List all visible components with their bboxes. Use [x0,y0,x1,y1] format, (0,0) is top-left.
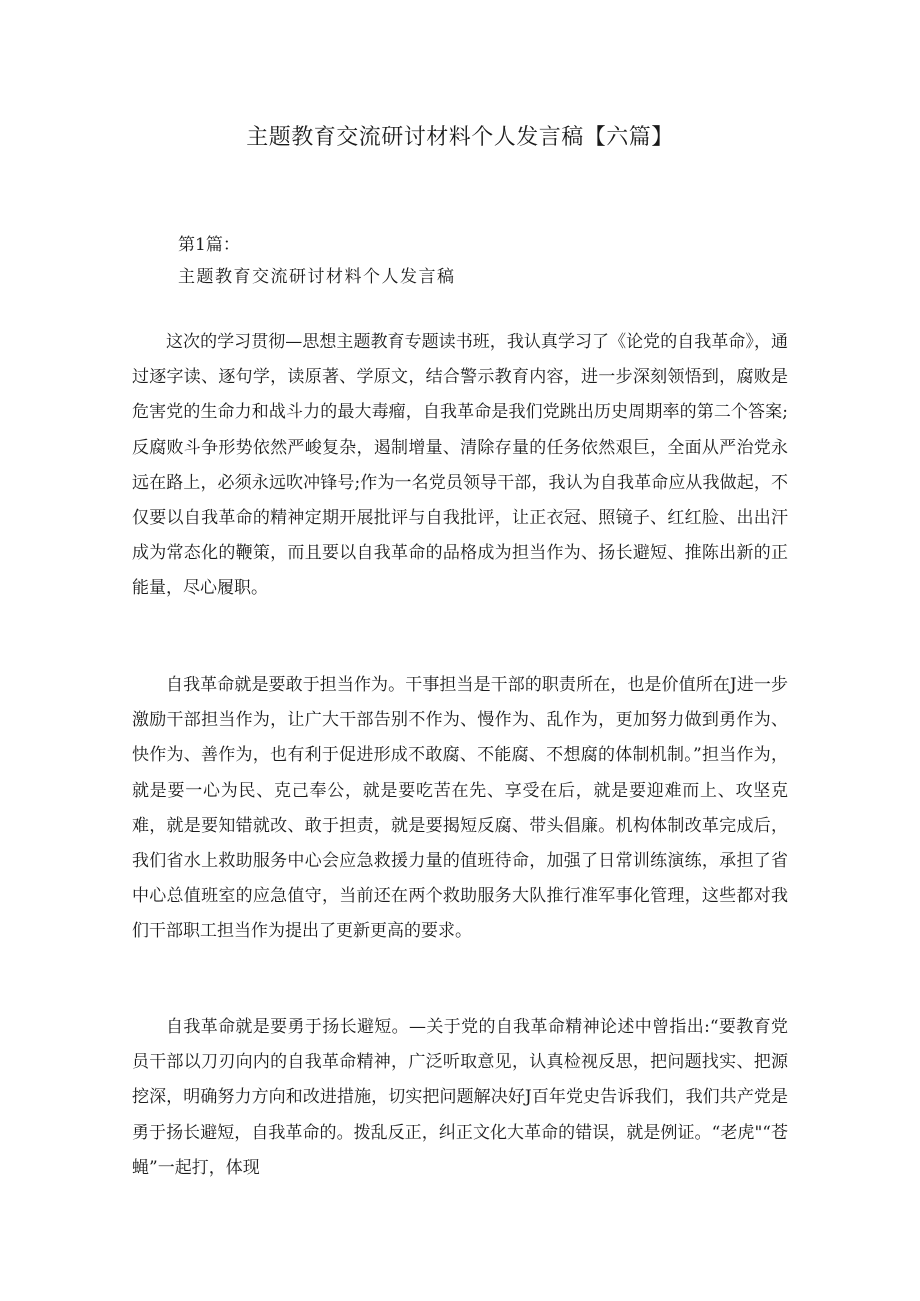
paragraph: 自我革命就是要敢于担当作为。干事担当是干部的职责所在，也是价值所在J进一步激励干部担当作为，让广大干部告别不作为、慢作为、乱作为，更加努力做到勇作为、快作为、善作为，也有利于促进形成不敢腐、不能腐、不想腐的体制机制。”担当作为，就是要一心为民、克己奉公，就是要吃苦在先、享受在后，就是要迎难而上、攻坚克难，就是要知错就改、敢于担责，就是要揭短反腐、带头倡廉。机构体制改革完成后，我们省水上救助服务中心会应急救援力量的值班待命，加强了日常训练演练，承担了省中心总值班室的应急值守，当前还在两个救助服务大队推行准军事化管理，这些都对我们干部职工担当作为提出了更新更高的要求。 [132,675,788,942]
section-subtitle: 主题教育交流研讨材料个人发言稿 [178,267,456,287]
section-label: 第1篇： [178,235,240,255]
document-title: 主题教育交流研讨材料个人发言稿【六篇】 [246,125,674,150]
paragraph: 这次的学习贯彻—思想主题教育专题读书班，我认真学习了《论党的自我革命》，通过逐字读、逐句学，读原著、学原文，结合警示教育内容，进一步深刻领悟到，腐败是危害党的生命力和战斗力的最大毒瘤，自我革命是我们党跳出历史周期率的第二个答案;反腐败斗争形势依然严峻复杂，遏制增量、清除存量的任务依然艰巨，全面从严治党永远在路上，必须永远吹冲锋号;作为一名党员领导干部，我认为自我革命应从我做起，不仅要以自我革命的精神定期开展批评与自我批评，让正衣冠、照镜子、红红脸、出出汗成为常态化的鞭策，而且要以自我革命的品格成为担当作为、扬长避短、推陈出新的正能量，尽心履职。 [132,332,788,599]
paragraph: 自我革命就是要勇于扬长避短。—关于党的自我革命精神论述中曾指出:“要教育党员干部以刀刃向内的自我革命精神，广泛听取意见，认真检视反思，把问题找实、把源挖深，明确努力方向和改进措施，切实把问题解决好J百年党史告诉我们，我们共产党是勇于扬长避短，自我革命的。拨乱反正，纠正文化大革命的错误，就是例证。“老虎"“苍蝇”一起打，体现 [132,1017,788,1178]
